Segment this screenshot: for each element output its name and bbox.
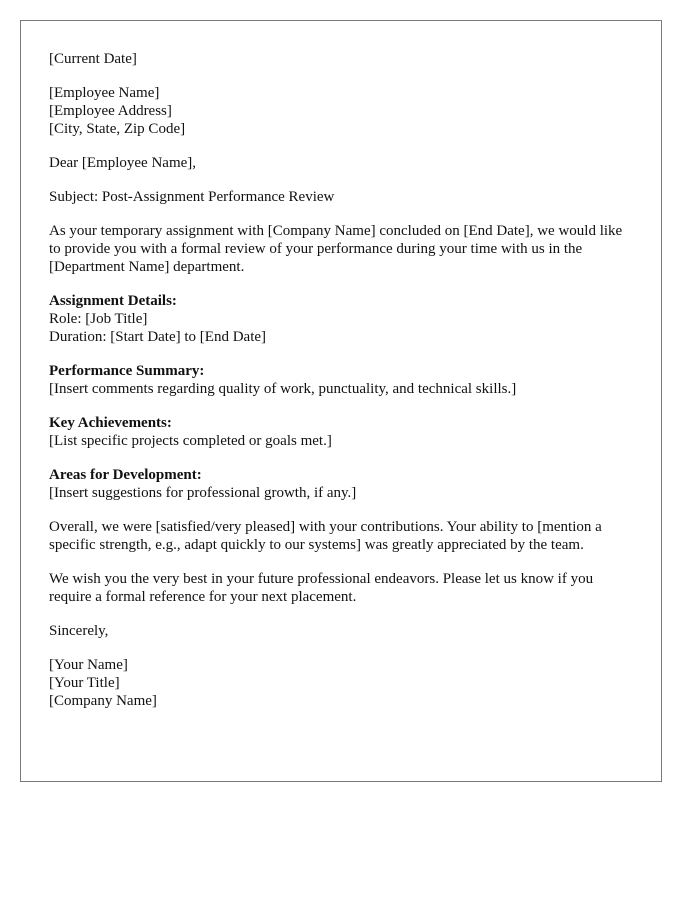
salutation: Dear [Employee Name],	[49, 155, 197, 171]
recipient-block	[49, 84, 633, 138]
key-achievements-section	[49, 414, 633, 450]
recipient-city-state-zip: [City, State, Zip Code]	[49, 121, 186, 137]
signature-block	[49, 656, 633, 710]
performance-summary-section	[49, 362, 633, 398]
overall-paragraph: Overall, we were [satisfied/very pleased] with your contributions. Your ability to [mention a specific strength, e.g., adapt quickly to our systems] was greatly appreciated by the team.	[49, 519, 602, 553]
closing: Sincerely,	[49, 623, 109, 639]
key-achievements-text: [List specific projects completed or goals met.]	[49, 433, 332, 449]
key-achievements-heading: Key Achievements:	[49, 415, 172, 431]
signature-company: [Company Name]	[49, 693, 157, 709]
areas-for-development-section	[49, 466, 633, 502]
assignment-duration: Duration: [Start Date] to [End Date]	[49, 329, 267, 345]
recipient-name: [Employee Name]	[49, 85, 160, 101]
letter-date: [Current Date]	[49, 51, 137, 67]
assignment-role: Role: [Job Title]	[49, 311, 148, 327]
recipient-address: [Employee Address]	[49, 103, 172, 119]
areas-for-development-text: [Insert suggestions for professional growth, if any.]	[49, 485, 357, 501]
signature-title: [Your Title]	[49, 675, 120, 691]
performance-summary-heading: Performance Summary:	[49, 363, 205, 379]
signature-name: [Your Name]	[49, 657, 128, 673]
letter-page	[20, 20, 662, 782]
assignment-details-heading: Assignment Details:	[49, 293, 177, 309]
assignment-details-section	[49, 292, 633, 346]
subject-line: Subject: Post-Assignment Performance Review	[49, 189, 335, 205]
areas-for-development-heading: Areas for Development:	[49, 467, 202, 483]
intro-paragraph: As your temporary assignment with [Company Name] concluded on [End Date], we would like to provide you with a formal review of your performance during your time with us in the [Department Name] department.	[49, 223, 623, 275]
performance-summary-text: [Insert comments regarding quality of work, punctuality, and technical skills.]	[49, 381, 517, 397]
closing-wish-paragraph: We wish you the very best in your future professional endeavors. Please let us know if you require a formal reference for your next placement.	[49, 571, 594, 605]
